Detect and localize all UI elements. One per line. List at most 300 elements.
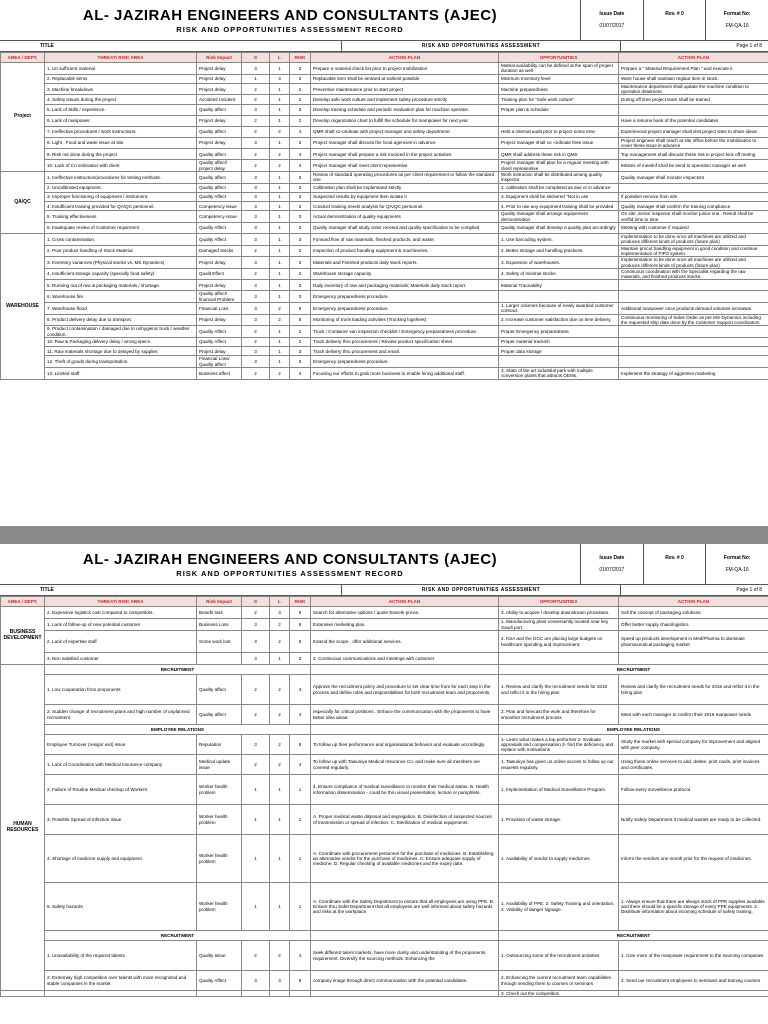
- cell-opportunity-action-plan: [619, 356, 768, 368]
- cell-severity: 3: [242, 303, 270, 315]
- cell-risk-score: 2: [290, 326, 311, 338]
- cell-severity: 2: [242, 755, 270, 775]
- cell-severity: 2: [242, 245, 270, 257]
- cell-threat-risk-area: 6. Warehouse fire.: [45, 291, 197, 303]
- cell-opportunity-action-plan: Quality manager shall monitor inspectors: [619, 171, 768, 183]
- cell-severity: 2: [242, 268, 270, 280]
- cell-action-plan: Daily inventory of raw and packaging materials; Materials daily stock report.: [311, 280, 499, 291]
- table-row: [1, 104, 768, 115]
- cell-severity: 1: [242, 835, 270, 883]
- cell-action-plan: Conduct training needs analysis for QA/QC personnel.: [311, 202, 499, 211]
- cell-severity: 2: [242, 607, 270, 619]
- company-name: AL- JAZIRAH ENGINEERS AND CONSULTANTS (AJEC): [82, 550, 498, 568]
- cell-severity: 2: [242, 95, 270, 104]
- cell-action-plan: 3. Continuous communications and meetings with customer: [311, 653, 499, 665]
- cell-risk-impact: Project delay: [197, 115, 242, 126]
- cell-risk-impact: Worker health problem: [197, 775, 242, 805]
- cell-opportunity-action-plan: [619, 183, 768, 192]
- cell-risk-score: 4: [290, 675, 311, 705]
- cell-severity: 3: [242, 619, 270, 631]
- cell-risk-score: 3: [290, 63, 311, 75]
- cell-action-plan: Develop training schedule and periodic evaluation plan for machine operator.: [311, 104, 499, 115]
- table-row: [1, 192, 768, 201]
- column-header-action-plan: ACTION PLAN: [311, 597, 499, 607]
- cell-likelihood: 2: [270, 631, 290, 653]
- cell-threat-risk-area: 1. Low cooperation from proponents: [45, 675, 197, 705]
- cell-opportunity-action-plan: Additional manpower once products demand volumes increases.: [619, 303, 768, 315]
- document-page-2: [0, 544, 768, 1024]
- format-label: Format No:: [723, 11, 751, 17]
- cell-likelihood: 1: [270, 104, 290, 115]
- cell-severity: 1: [242, 805, 270, 835]
- section-spacer: [311, 725, 499, 735]
- table-row: [1, 619, 768, 631]
- table-row: [1, 775, 768, 805]
- cell-threat-risk-area: 2. Lack of expertise staff: [45, 631, 197, 653]
- table-row: [1, 291, 768, 303]
- cell-action-plan: A. Coordinate with the Safety Department to ensure that all employees are using PPE. B. Ensure thru Safet Department that all employees are well informed about safety hazards and risks at the workplace.: [311, 883, 499, 931]
- cell-opportunities: 1. Tawuniya has given us online access to follow up our requests regularly.: [499, 755, 619, 775]
- cell-risk-score: 3: [290, 257, 311, 269]
- table-row: [1, 83, 768, 95]
- column-header-severity: S: [242, 597, 270, 607]
- section-header-row: [1, 665, 768, 675]
- cell-opportunities: 2. Increase customer satisfaction due on time delivery.: [499, 314, 619, 326]
- cell-severity: 3: [242, 356, 270, 368]
- cell-risk-impact: Worker health problem: [197, 805, 242, 835]
- issue-date: 01/07/2017: [599, 567, 625, 573]
- cell-risk-score: 2: [290, 268, 311, 280]
- cell-likelihood: 1: [270, 775, 290, 805]
- table-row: [1, 735, 768, 755]
- cell-risk-impact: Quality affect: [197, 126, 242, 137]
- cell-risk-score: 3: [290, 104, 311, 115]
- cell-threat-risk-area: 2. Failure of Routine Medical checkup of Workers: [45, 775, 197, 805]
- cell-risk-score: 6: [290, 631, 311, 653]
- cell-likelihood: 1: [270, 95, 290, 104]
- cell-threat-risk-area: 2. Replacable items: [45, 74, 197, 83]
- table-row: [1, 280, 768, 291]
- cell-threat-risk-area: 3. Non satisfied customer: [45, 653, 197, 665]
- cell-risk-impact: Project delay: [197, 74, 242, 83]
- cell-opportunities: [499, 356, 619, 368]
- cell-risk-score: 3: [290, 74, 311, 83]
- area-label: WAREHOUSE: [1, 234, 45, 380]
- cell-empty: [197, 991, 242, 997]
- cell-risk-score: 1: [290, 835, 311, 883]
- cell-opportunities: Quality manager shall arrange equipement demonstration: [499, 211, 619, 223]
- cell-action-plan: A. Proper medical waste disposal and segregation. B. Disinfection of suspected sources of transmission or spread of infection. C. Sterilization of medical equipments.: [311, 805, 499, 835]
- cell-action-plan: Warehouse storage capacity.: [311, 268, 499, 280]
- table-row: [1, 171, 768, 183]
- format-label: Format No:: [723, 555, 751, 561]
- cell-action-plan: Monitoring of truck loading activities (Trucking logsheet): [311, 314, 499, 326]
- cell-opportunity-action-plan: Have a resume bank of the potential candidates: [619, 115, 768, 126]
- cell-action-plan: especially for critical positions . Enhace the communication with the proponents to have better idea about: [311, 705, 499, 725]
- cell-likelihood: 2: [270, 367, 290, 379]
- table-row: [1, 137, 768, 149]
- column-header-area-dept: AREA / DEPT.: [1, 597, 45, 607]
- column-header-likelihood: L: [270, 53, 290, 63]
- table-row: [1, 95, 768, 104]
- cell-severity: 3: [242, 63, 270, 75]
- cell-opportunities: Proper data storage: [499, 347, 619, 356]
- cell-action-plan: Review of standard operating procedures as per clinet requirement or follow the standard one: [311, 171, 499, 183]
- cell-risk-impact: Competency issue: [197, 211, 242, 223]
- cell-risk-impact: Project delay: [197, 137, 242, 149]
- cell-severity: 2: [242, 160, 270, 172]
- cell-threat-risk-area: 4. Shortage of medicine supply and equipment.: [45, 835, 197, 883]
- cell-risk-score: 2: [290, 115, 311, 126]
- column-header-opportunity-action-plan: ACTION PLAN: [619, 597, 768, 607]
- format-number: FM-QA-16: [725, 23, 749, 29]
- cell-threat-risk-area: 9. Product contamination / damaged due to unhygienic truck / weather condition.: [45, 326, 197, 338]
- cell-opportunities: Proper material trackinh: [499, 337, 619, 346]
- cell-threat-risk-area: 3. Improper functioning of equipment / instrument.: [45, 192, 197, 201]
- cell-risk-impact: Financial Loss: [197, 303, 242, 315]
- cell-threat-risk-area: 2. Poor product handling of Stock Material: [45, 245, 197, 257]
- cell-severity: 2: [242, 705, 270, 725]
- cell-risk-impact: Quality affect/ financial Problem: [197, 291, 242, 303]
- cell-empty: [242, 991, 270, 997]
- cell-threat-risk-area: 2. Uncalibrated equipment.: [45, 183, 197, 192]
- cell-opportunity-action-plan: Speed up products development in Med/Pharma to dominate pharmaceutical packaging market: [619, 631, 768, 653]
- cell-opportunity-action-plan: [619, 291, 768, 303]
- cell-opportunity-action-plan: On site ,senior inspector shall monitor junior one . Result shall be verifid time to time: [619, 211, 768, 223]
- cell-likelihood: 2: [270, 705, 290, 725]
- cell-severity: 2: [242, 326, 270, 338]
- cell-opportunity-action-plan: Prepare a " Material Requirement Plan " and execute it: [619, 63, 768, 75]
- cell-likelihood: 1: [270, 211, 290, 223]
- cell-opportunity-action-plan: [619, 280, 768, 291]
- page-number: Page 1 of 8: [736, 43, 762, 49]
- section-title: EMPLOYEE RELATIONS: [499, 725, 768, 735]
- cell-opportunities: 3. Check out the competition: [499, 991, 619, 997]
- table-row: [1, 149, 768, 160]
- cell-likelihood: 1: [270, 83, 290, 95]
- table-header-row: [1, 597, 768, 607]
- cell-action-plan: Seek different talent markets, have more clarity and understanding of the proponents requirement. Diversify the sourcing methods. Enhancing the: [311, 941, 499, 971]
- cell-risk-score: 6: [290, 303, 311, 315]
- cell-severity: 2: [242, 83, 270, 95]
- cell-likelihood: 1: [270, 337, 290, 346]
- cell-likelihood: 1: [270, 805, 290, 835]
- cell-risk-impact: Benefit loss: [197, 607, 242, 619]
- cell-severity: 1: [242, 883, 270, 931]
- cell-action-plan: Project manager shall discuss the local agencies in advance: [311, 137, 499, 149]
- cell-opportunity-action-plan: [619, 653, 768, 665]
- cell-risk-score: 3: [290, 280, 311, 291]
- cell-likelihood: 2: [270, 675, 290, 705]
- cell-risk-score: 1: [290, 883, 311, 931]
- cell-opportunities: 2. KSA and the GCC are placing large budgets on healthcare spending and improvement.: [499, 631, 619, 653]
- cell-risk-impact: Quality affect: [197, 705, 242, 725]
- column-header-area-dept: AREA / DEPT.: [1, 53, 45, 63]
- column-header-risk-impact: Risk Impact: [197, 53, 242, 63]
- cell-severity: 3: [242, 223, 270, 234]
- cell-likelihood: 3: [270, 607, 290, 619]
- table-row: [1, 314, 768, 326]
- cell-action-plan: Emergency preparedness procedure.: [311, 303, 499, 315]
- cell-risk-score: 2: [290, 337, 311, 346]
- cell-action-plan: Develop safe work culture and implement safety procedure strictly: [311, 95, 499, 104]
- cell-risk-score: 6: [290, 735, 311, 755]
- cell-action-plan: Develop organization chart to fulfill the schedule for mampower for next year: [311, 115, 499, 126]
- cell-risk-impact: Quality affect: [197, 171, 242, 183]
- cell-opportunities: 4. Prior to use any equipment training shall be provided: [499, 202, 619, 211]
- cell-threat-risk-area: 3. Inventory variances (Physical stocks vs. MS Dynamics): [45, 257, 197, 269]
- cell-likelihood: 1: [270, 202, 290, 211]
- cell-risk-impact: Qualit Effect: [197, 268, 242, 280]
- table-row: [1, 835, 768, 883]
- cell-risk-score: 2: [290, 95, 311, 104]
- area-label: HUMAN RESOURCES: [1, 665, 45, 991]
- cell-likelihood: 1: [270, 356, 290, 368]
- cell-opportunities: 2. Better storage and handling practices.: [499, 245, 619, 257]
- cell-opportunities: [499, 115, 619, 126]
- issue-date-label: Issue Date: [599, 555, 625, 561]
- cell-opportunity-action-plan: Continuous coordination with the Specialist regarding the raw materials, and finished products stocks.: [619, 268, 768, 280]
- page-number: Page 1 of 8: [736, 587, 762, 593]
- document-meta: [581, 544, 768, 584]
- record-subtitle: RISK AND OPPORTUNITIES ASSESSMENT RECORD: [176, 24, 404, 34]
- title-row: [0, 585, 768, 596]
- table-row: [1, 160, 768, 172]
- cell-risk-impact: Project delay: [197, 347, 242, 356]
- cell-risk-score: 1: [290, 775, 311, 805]
- cell-action-plan: Search for alternative options / quote Eswork prices.: [311, 607, 499, 619]
- cell-risk-impact: Quality affect: [197, 675, 242, 705]
- cell-opportunities: Work instrucion shall be distributed among quality inspector: [499, 171, 619, 183]
- cell-opportunity-action-plan: If possibel remove from site: [619, 192, 768, 201]
- cell-risk-impact: Damaged stocks: [197, 245, 242, 257]
- issue-date: 01/07/2017: [599, 23, 625, 29]
- cell-opportunity-action-plan: [619, 337, 768, 346]
- cell-likelihood: 3: [270, 74, 290, 83]
- cell-opportunities: Material Traceability: [499, 280, 619, 291]
- table-row: [1, 257, 768, 269]
- cell-risk-impact: Financial Loss/ Quality affect: [197, 356, 242, 368]
- cell-risk-impact: Project delay: [197, 280, 242, 291]
- cell-threat-risk-area: 5. Safety hazards: [45, 883, 197, 931]
- cell-severity: 3: [242, 202, 270, 211]
- column-header-risk-impact: Risk Impact: [197, 597, 242, 607]
- table-row: [1, 347, 768, 356]
- cell-action-plan: Focusing our efforts to grab more business to enable hiring additional staff.: [311, 367, 499, 379]
- cell-risk-score: 9: [290, 971, 311, 991]
- cell-risk-score: 4: [290, 149, 311, 160]
- cell-opportunities: QMR shall address these risk in QMS: [499, 149, 619, 160]
- cell-action-plan: Truck / Container van inspection checklist / Emergency preparedness procedure.: [311, 326, 499, 338]
- cell-threat-risk-area: 4. Insufficient training provided for QA/QC personnel.: [45, 202, 197, 211]
- cell-severity: 3: [242, 104, 270, 115]
- column-header-threat-risk-area: THREAT/ RISK AREA: [45, 53, 197, 63]
- table-row: [1, 883, 768, 931]
- cell-severity: 3: [242, 971, 270, 991]
- cell-action-plan: Forward flow of raw materials, finished products, and waste.: [311, 234, 499, 246]
- cell-action-plan: To follow up with Tawuniya Medical Insurance Co. and make sure all members are covered regularly.: [311, 755, 499, 775]
- cell-severity: 2: [242, 149, 270, 160]
- table-row: [1, 63, 768, 75]
- cell-severity: 2: [242, 126, 270, 137]
- cell-risk-score: 3: [290, 137, 311, 149]
- cell-opportunities: 3. Equipment shall be stickered "Not in use: [499, 192, 619, 201]
- cell-opportunity-action-plan: During off time project team shall be trained: [619, 95, 768, 104]
- column-header-threat-risk-area: THREAT/ RISK AREA: [45, 597, 197, 607]
- table-row: [1, 941, 768, 971]
- table-header-row: [1, 53, 768, 63]
- cell-severity: 3: [242, 234, 270, 246]
- cell-risk-impact: Project delay: [197, 257, 242, 269]
- cell-risk-impact: Project delay: [197, 63, 242, 75]
- cell-empty: [619, 991, 768, 997]
- cell-threat-risk-area: 12. Theft of goods during transportation.: [45, 356, 197, 368]
- cell-opportunities: [499, 653, 619, 665]
- cell-severity: 3: [242, 314, 270, 326]
- cell-likelihood: 2: [270, 303, 290, 315]
- cell-risk-impact: Competency issue: [197, 202, 242, 211]
- cell-opportunities: 1. Manufacturing plant conveniently located near key Saudi port.: [499, 619, 619, 631]
- cell-action-plan: Replacable item shall be arraned at earliest possible: [311, 74, 499, 83]
- cell-action-plan: Quality manager shall study order receied and quality specification to be complied: [311, 223, 499, 234]
- revision-label: Rev. # 0: [665, 11, 684, 17]
- table-row: [1, 991, 768, 997]
- section-title: RECRUITMENT: [45, 665, 311, 675]
- cell-action-plan: A. Coordinate with procurement personnel for the purchase of medicines. B. Establishing an alternative vendor for the purchase of medicines. C. Ensure adequate supply of medicine. D. Regular checking of available medicines and the expiry date.: [311, 835, 499, 883]
- cell-risk-impact: Quality Affect: [197, 971, 242, 991]
- cell-severity: 3: [242, 257, 270, 269]
- cell-threat-risk-area: 10. Raw & Packaging delivery delay / wrong specs.: [45, 337, 197, 346]
- cell-threat-risk-area: 4. Safety issues during the project: [45, 95, 197, 104]
- section-spacer: [311, 665, 499, 675]
- cell-threat-risk-area: 2. Sudden change of recruitment plans and high number of unplanned recruitment: [45, 705, 197, 725]
- cell-threat-risk-area: 7. Ineffective procedures / work instructions.: [45, 126, 197, 137]
- cell-likelihood: 1: [270, 291, 290, 303]
- cell-severity: 3: [242, 291, 270, 303]
- table-row: [1, 115, 768, 126]
- cell-risk-impact: Quality Affect: [197, 337, 242, 346]
- cell-threat-risk-area: 1. Cross contamination.: [45, 234, 197, 246]
- cell-threat-risk-area: 1. Ineffective instruction/procedures for testing methods.: [45, 171, 197, 183]
- cell-threat-risk-area: 7. Warehouse flood: [45, 303, 197, 315]
- cell-opportunity-action-plan: Study the market with special company for improvement and aligned with peer company.: [619, 735, 768, 755]
- cell-opportunities: 2. Enhancing the current recruitment team capabilities through sending them to courses or seminars: [499, 971, 619, 991]
- cell-risk-impact: Quality affect: [197, 104, 242, 115]
- table-row: [1, 211, 768, 223]
- cell-opportunity-action-plan: Maintenance department shall update the machine condition to operation detalment: [619, 83, 768, 95]
- column-header-action-plan: ACTION PLAN: [311, 53, 499, 63]
- cell-risk-impact: Quality Affect: [197, 234, 242, 246]
- cell-opportunity-action-plan: Continuous monitoring of Sales Order as per MS Dynamics including the requested ship date done by the Customer Support coordinators.: [619, 314, 768, 326]
- column-header-risk-score: RISK: [290, 597, 311, 607]
- cell-threat-risk-area: 4. Insufficient storage capacity (specially food safety): [45, 268, 197, 280]
- cell-risk-impact: Quality Affect: [197, 223, 242, 234]
- area-label: BUSINESS DEVELOPMENT: [1, 607, 45, 665]
- table-row: [1, 971, 768, 991]
- table-row: [1, 705, 768, 725]
- cell-action-plan: Suspected results by equipment then isolate it: [311, 192, 499, 201]
- cell-opportunities: 2. Plan and forecast the work and therefore for smoother recruitment process: [499, 705, 619, 725]
- table-row: [1, 74, 768, 83]
- section-spacer: [311, 931, 499, 941]
- cell-threat-risk-area: 6. Inadequate review of Customer requiremnt: [45, 223, 197, 234]
- cell-action-plan: Extend the scope , offer additional services.: [311, 631, 499, 653]
- company-name: AL- JAZIRAH ENGINEERS AND CONSULTANTS (AJEC): [82, 6, 498, 24]
- cell-opportunity-action-plan: Experienced project manager shall visit project sites to share ideas: [619, 126, 768, 137]
- cell-opportunity-action-plan: Notify Safety Department if medical wastes are ready to be collected.: [619, 805, 768, 835]
- cell-opportunity-action-plan: Top management shall discuss these risk in project kick off meting: [619, 149, 768, 160]
- document-meta: [581, 0, 768, 40]
- cell-risk-score: 3: [290, 171, 311, 183]
- cell-opportunity-action-plan: Minites of meetinf shall be send to operation manager as well: [619, 160, 768, 172]
- cell-likelihood: 2: [270, 619, 290, 631]
- cell-action-plan: To follow up their performance and organisational behavior and evaluate accordingly.: [311, 735, 499, 755]
- cell-empty: [290, 991, 311, 997]
- cell-likelihood: 1: [270, 192, 290, 201]
- cell-threat-risk-area: 8. Product delivery delay due to transport.: [45, 314, 197, 326]
- cell-likelihood: 2: [270, 941, 290, 971]
- cell-action-plan: QMR shall co-oridnate with project manager and safety department: [311, 126, 499, 137]
- cell-opportunities: 1- Learn what makes a top performer 2- Evaluate appraisals and compensation 3- find the deficiency and replace with motivations: [499, 735, 619, 755]
- cell-empty: [270, 991, 290, 997]
- cell-action-plan: Project manager shall meet client representive: [311, 160, 499, 172]
- cell-risk-score: 3: [290, 211, 311, 223]
- cell-opportunities: Held a internal audit prior to project some time: [499, 126, 619, 137]
- column-header-opportunity-action-plan: ACTION PLAN: [619, 53, 768, 63]
- cell-threat-risk-area: 13. Limited staff.: [45, 367, 197, 379]
- table-row: [1, 326, 768, 338]
- page-header: [0, 544, 768, 585]
- cell-likelihood: 1: [270, 223, 290, 234]
- cell-opportunity-action-plan: Meet with each manager to confirm their 2016 manpower needs: [619, 705, 768, 725]
- cell-risk-impact: Quality Affect: [197, 326, 242, 338]
- cell-opportunities: Machine preparedness: [499, 83, 619, 95]
- cell-likelihood: 1: [270, 280, 290, 291]
- cell-opportunities: [499, 291, 619, 303]
- cell-opportunities: 1. Review and clarify the recruitment needs for 2016 and reflict it in the hiring plan: [499, 675, 619, 705]
- cell-risk-impact: [197, 653, 242, 665]
- cell-opportunity-action-plan: Using these online services to add, delete, print cards, print invoices and certificates.: [619, 755, 768, 775]
- cell-severity: 3: [242, 631, 270, 653]
- cell-action-plan: 4. Ensure compliance of medical surveillance to monitor their medical status. B. Health information dissemination - could be thru visual presentation, lecture or pamphlets.: [311, 775, 499, 805]
- cell-likelihood: 1: [270, 347, 290, 356]
- cell-action-plan: Calibration plan shall be implemtaed strictly: [311, 183, 499, 192]
- table-row: [1, 337, 768, 346]
- cell-risk-impact: Quality affect: [197, 183, 242, 192]
- table-row: [1, 245, 768, 257]
- cell-risk-score: 6: [290, 607, 311, 619]
- column-header-risk-score: RISK: [290, 53, 311, 63]
- area-label: Project: [1, 63, 45, 172]
- cell-opportunities: 2. calibration shall be completed as due or in advance: [499, 183, 619, 192]
- cell-threat-risk-area: 1. Unavailability of the required talents: [45, 941, 197, 971]
- cell-opportunity-action-plan: [619, 347, 768, 356]
- section-header-row: [1, 931, 768, 941]
- column-header-opportunities: OPPORTUNITIES: [499, 597, 619, 607]
- format-number: FM-QA-16: [725, 567, 749, 573]
- cell-likelihood: 1: [270, 234, 290, 246]
- record-subtitle: RISK AND OPPORTUNITIES ASSESSMENT RECORD: [176, 568, 404, 578]
- cell-risk-impact: Quality Affect: [197, 192, 242, 201]
- cell-likelihood: 1: [270, 137, 290, 149]
- cell-severity: 1: [242, 74, 270, 83]
- cell-opportunity-action-plan: [619, 326, 768, 338]
- cell-severity: 2: [242, 367, 270, 379]
- cell-action-plan: Extensive marketing plan.: [311, 619, 499, 631]
- table-row: [1, 126, 768, 137]
- cell-opportunities: 1. Use barcoding system.: [499, 234, 619, 246]
- cell-action-plan: Prepare a material check list prior to project mobilization: [311, 63, 499, 75]
